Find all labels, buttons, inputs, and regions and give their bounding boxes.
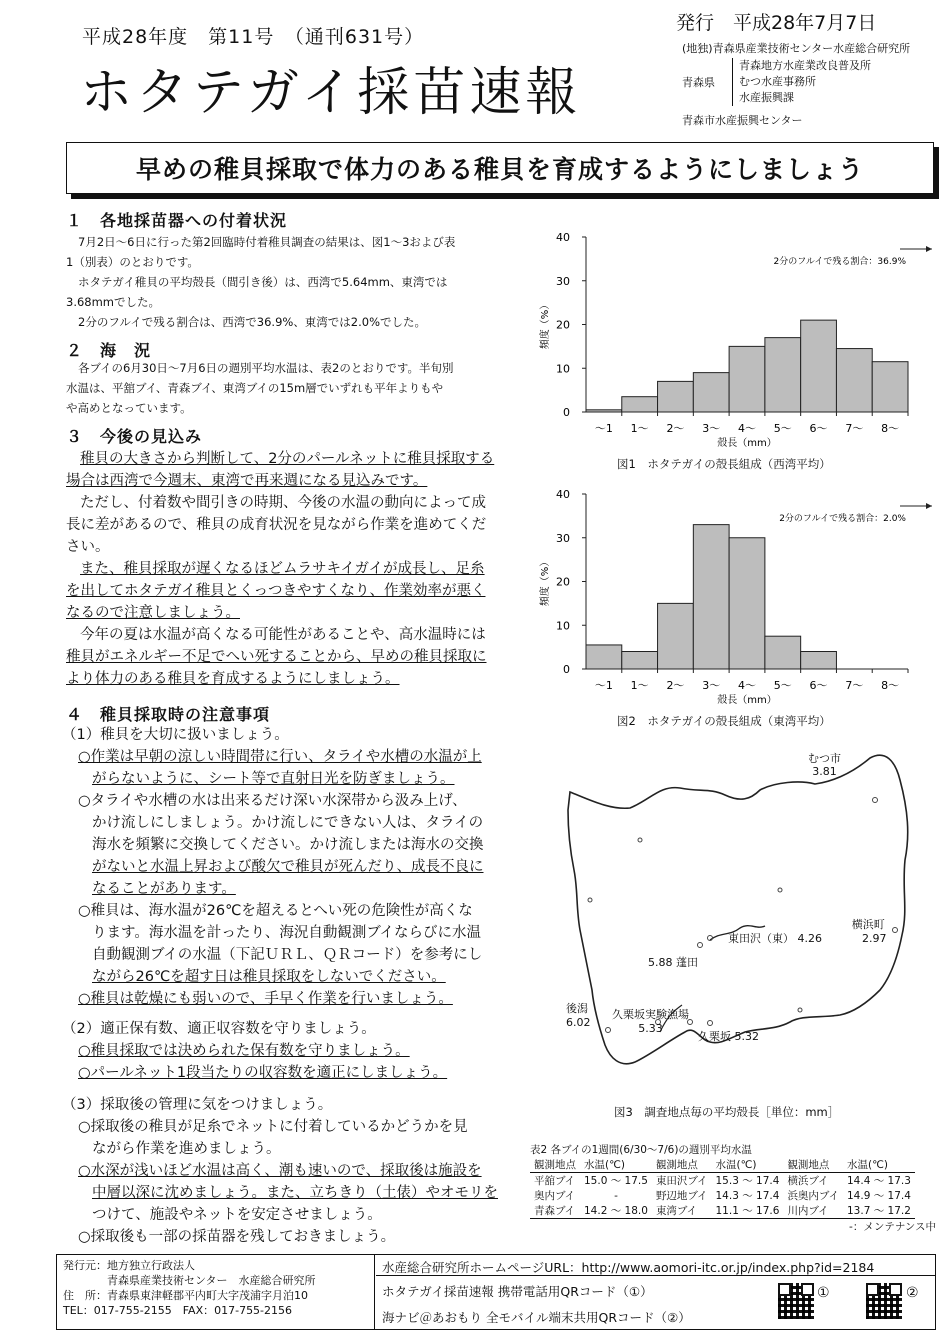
y-tick-label: 30 xyxy=(556,531,570,545)
table-header: 観測地点 xyxy=(783,1157,843,1173)
x-tick-label: 8～ xyxy=(881,422,900,435)
body-line: や高めとなっています。 xyxy=(66,401,192,415)
prefecture-label: 青森県 xyxy=(682,76,715,89)
y-axis-label: 頻度（%） xyxy=(540,556,551,607)
y-tick-label: 0 xyxy=(563,663,570,676)
map-label-higashitazawa xyxy=(728,930,822,946)
x-tick-label: 7～ xyxy=(845,422,864,435)
histogram-bar xyxy=(765,636,801,669)
x-tick-label: 3～ xyxy=(702,422,721,435)
table-row xyxy=(530,1188,915,1203)
y-tick-label: 20 xyxy=(556,575,570,589)
histogram-bar xyxy=(658,603,694,669)
publisher-city: 青森市水産振興センター xyxy=(682,114,803,127)
x-tick-label: 2～ xyxy=(666,679,685,692)
x-tick-label: 3～ xyxy=(702,679,721,692)
body-line: 稚貝がエネルギー不足でへい死することから、早めの稚貝採取に xyxy=(66,649,487,665)
histogram-bar xyxy=(765,338,801,412)
body-line: 7月2日～6日に行った第2回臨時付着稚貝調査の結果は、図1～3および表 xyxy=(78,235,456,249)
item-line: ります。海水温を計ったり、海況自動観測ブイならびに水温 xyxy=(92,925,482,941)
item-line: かけ流しにしましょう。かけ流しにできない人は、タライの xyxy=(92,815,484,831)
map-label-value: 4.26 xyxy=(797,932,822,945)
station-dot xyxy=(893,928,898,933)
table-header: 水温(℃) xyxy=(580,1157,652,1173)
issuer-phone: TEL：017-755-2155 FAX：017-755-2156 xyxy=(63,1304,293,1317)
x-tick-label: 6～ xyxy=(809,422,828,435)
table-cell: 東田沢ブイ xyxy=(655,1175,708,1187)
map-label-value: 5.33 xyxy=(638,1022,663,1035)
issuer-address: 住 所：青森県東津軽郡平内町大字茂浦字月泊10 xyxy=(63,1289,308,1302)
item-line: ながら26℃を超す日は稚貝採取をしないでください。 xyxy=(92,969,446,985)
item-line: がらないように、シート等で直射日光を防ぎましょう。 xyxy=(92,771,455,787)
map-label-kuguriizaka-farm xyxy=(612,1008,689,1036)
map-label-name: 久栗坂実験漁場 xyxy=(612,1008,689,1021)
qr2-mark: ② xyxy=(906,1285,919,1301)
subheading: （1）稚貝を大切に扱いましょう。 xyxy=(62,727,289,743)
x-tick-label: 5～ xyxy=(773,679,792,692)
prefecture-org: 水産振興課 xyxy=(739,91,794,104)
histogram-east-bay xyxy=(530,482,940,707)
item-line: ○水深が浅いほど水温は高く、潮も速いので、採取後は施設を xyxy=(78,1163,482,1179)
y-tick-label: 40 xyxy=(556,488,570,501)
table-header: 観測地点 xyxy=(530,1157,580,1173)
map-label-name: 蓬田 xyxy=(676,956,698,969)
publisher-institute: (地独)青森県産業技術センター水産総合研究所 xyxy=(682,42,911,55)
item-line: 自動観測ブイの水温（下記ＵＲＬ、ＱＲコード）を参考にし xyxy=(92,947,483,963)
mutsu-bay-map xyxy=(550,740,940,1100)
y-axis-label: 頻度（%） xyxy=(540,299,551,350)
station-dot xyxy=(778,888,782,892)
item-group xyxy=(62,746,537,1010)
table-cell: 野辺地ブイ xyxy=(655,1190,708,1202)
item-line: ○稚貝は乾燥にも弱いので、手早く作業を行いましょう。 xyxy=(78,991,453,1007)
footer-issuer xyxy=(57,1255,375,1329)
histogram-bar xyxy=(801,652,837,670)
table-cell: 13.7 ～ 17.2 xyxy=(847,1205,911,1217)
annotation-arrow-icon xyxy=(926,246,932,252)
figure-2-caption: 図2 ホタテガイの殻長組成（東湾平均） xyxy=(617,714,831,728)
prefecture-org: 青森地方水産業改良普及所 xyxy=(739,59,871,72)
figure-1-caption: 図1 ホタテガイの殻長組成（西湾平均） xyxy=(617,457,831,471)
homepage-url[interactable]: 水産総合研究所ホームページURL：http://www.aomori-itc.or.jp/index.php?id=2184 xyxy=(382,1260,875,1275)
qr2-description: 海ナビ＠あおもり 全モバイル端末共用QRコード（②） xyxy=(382,1310,691,1325)
footer-links xyxy=(376,1255,935,1329)
histogram-bar xyxy=(622,652,658,670)
map-label-kuguriizaka xyxy=(698,1028,759,1044)
station-dot xyxy=(798,1008,802,1012)
map-label-name: むつ市 xyxy=(808,752,841,765)
x-tick-label: ～1 xyxy=(594,679,613,692)
body-line: より体力のある稚貝を育成するようにしましょう。 xyxy=(66,671,400,687)
item-line: ○採取後も一部の採苗器を残しておきましょう。 xyxy=(78,1229,396,1245)
qr1-mark: ① xyxy=(817,1285,830,1301)
table-header-row xyxy=(530,1157,915,1173)
table-header: 観測地点 xyxy=(652,1157,712,1173)
body-line: 場合は西湾で今週末、東湾で再来週になる見込みです。 xyxy=(66,473,428,489)
prefecture-org: むつ水産事務所 xyxy=(739,75,816,88)
table-cell: 14.9 ～ 17.4 xyxy=(847,1190,911,1202)
station-dot xyxy=(606,1028,611,1033)
qr-code-2-icon[interactable] xyxy=(866,1283,902,1319)
prefecture-org-list xyxy=(732,58,871,106)
body-line: ホタテガイ稚貝の平均殻長（間引き後）は、西湾で5.64mm、東湾では xyxy=(78,275,448,289)
body-line: なるので注意しましょう。 xyxy=(66,605,240,621)
histogram-bar xyxy=(693,373,729,412)
item-line: ○パールネット1段当たりの収容数を適正にしましょう。 xyxy=(78,1065,448,1081)
section-3-body xyxy=(66,448,536,690)
body-line: 今年の夏は水温が高くなる可能性があることや、高水温時には xyxy=(80,627,486,643)
x-tick-label: 1～ xyxy=(630,679,649,692)
station-dot xyxy=(638,838,642,842)
map-label-ushirogata xyxy=(566,1002,591,1030)
table-cell: 14.2 ～ 18.0 xyxy=(584,1205,648,1217)
map-label-mutsu xyxy=(808,752,841,778)
headline-banner xyxy=(66,142,934,194)
map-label-value: 5.32 xyxy=(734,1030,759,1043)
item-line: ○稚貝は、海水温が26℃を超えるとへい死の危険性が高くな xyxy=(78,903,473,919)
subheading: （3）採取後の管理に気をつけましょう。 xyxy=(62,1097,333,1113)
table-header: 水温(℃) xyxy=(843,1157,915,1173)
map-label-name: 後潟 xyxy=(566,1002,588,1015)
x-tick-label: 5～ xyxy=(773,422,792,435)
map-label-name: 久栗坂 xyxy=(698,1030,731,1043)
body-line: また、稚貝採取が遅くなるほどムラサキイガイが成長し、足糸 xyxy=(80,561,485,577)
item-line: 中層以深に沈めましょう。また、立ちきり（土俵）やオモリを xyxy=(92,1185,498,1201)
table-cell: 東湾ブイ xyxy=(655,1205,697,1217)
figure-3-caption: 図3 調査地点毎の平均殻長［単位：mm］ xyxy=(614,1105,840,1119)
body-line: さい。 xyxy=(66,539,110,555)
issue-number: 平成28年度 第11号 （通刊631号） xyxy=(82,26,425,48)
body-line: ただし、付着数や間引きの時期、今後の水温の動向によって成 xyxy=(80,495,486,511)
table-cell: 14.4 ～ 17.3 xyxy=(847,1175,911,1187)
chart-west-bay xyxy=(530,225,940,454)
station-dot xyxy=(588,898,592,902)
newsletter-title: ホタテガイ採苗速報 xyxy=(80,63,582,123)
section-2-heading: ２ 海 況 xyxy=(66,341,152,360)
map-label-yokohama xyxy=(850,918,887,946)
section-4-heading: ４ 稚貝採取時の注意事項 xyxy=(66,705,271,724)
y-tick-label: 0 xyxy=(563,406,570,419)
x-tick-label: 7～ xyxy=(845,679,864,692)
body-line: を出してホタテガイ稚貝とくっつきやすくなり、作業効率が悪く xyxy=(66,583,486,599)
histogram-bar xyxy=(586,645,622,669)
sieve-annotation: 2分のフルイで残る割合：2.0% xyxy=(779,514,906,524)
qr1-description: ホタテガイ採苗速報 携帯電話用QRコード（①） xyxy=(382,1284,653,1299)
section-2-body xyxy=(66,358,536,418)
item-line: つけて、施設やネットを安定させましょう。 xyxy=(92,1207,382,1223)
station-dot xyxy=(708,1021,713,1026)
body-line: 2分のフルイで残る割合は、西湾で36.9%、東湾では2.0%でした。 xyxy=(78,315,427,329)
body-line: 水温は、平舘ブイ、青森ブイ、東湾ブイの15m層でいずれも平年よりもや xyxy=(66,381,444,395)
item-group xyxy=(62,1116,537,1248)
x-axis-label: 殻長（mm） xyxy=(717,695,777,706)
map-label-name: 横浜町 xyxy=(851,918,885,931)
x-tick-label: 6～ xyxy=(809,679,828,692)
table-cell: 青森ブイ xyxy=(534,1205,576,1217)
body-line: 3.68mmでした。 xyxy=(66,295,161,309)
table-cell: 奥内ブイ xyxy=(534,1190,576,1202)
map-label-value: 5.88 xyxy=(648,956,673,969)
body-line: 長に差があるので、稚貝の成育状況を見ながら作業を進めてくだ xyxy=(66,517,487,533)
table-2-title: 表2 各ブイの1週間(6/30～7/6)の週別平均水温 xyxy=(530,1144,752,1156)
table-cell: 15.0 ～ 17.5 xyxy=(584,1175,648,1187)
item-line: ○採取後の稚貝が足糸でネットに付着しているかどうかを見 xyxy=(78,1119,468,1135)
table-2 xyxy=(530,1142,940,1234)
chart-east-bay xyxy=(530,482,940,711)
y-tick-label: 10 xyxy=(556,362,570,376)
table-cell: 11.1 ～ 17.6 xyxy=(715,1205,780,1217)
item-line: なることがあります。 xyxy=(92,881,236,897)
station-dot xyxy=(698,943,703,948)
histogram-bar xyxy=(729,538,765,669)
issuer-label: 発行元：地方独立行政法人 xyxy=(63,1259,195,1272)
y-tick-label: 40 xyxy=(556,231,570,244)
table-cell: 平舘ブイ xyxy=(534,1175,576,1187)
footer xyxy=(56,1254,936,1330)
publish-date: 発行 平成28年7月7日 xyxy=(676,12,877,34)
table-cell: 14.3 ～ 17.4 xyxy=(715,1190,780,1202)
subheading: （2）適正保有数、適正収容数を守りましょう。 xyxy=(62,1021,376,1037)
map-label-yomogita xyxy=(648,954,698,970)
table-cell: 15.3 ～ 17.4 xyxy=(715,1175,780,1187)
map-label-value: 2.97 xyxy=(862,932,887,945)
histogram-bar xyxy=(729,346,765,412)
table-row xyxy=(530,1203,915,1219)
section-3-heading: ３ 今後の見込み xyxy=(66,427,203,446)
body-line: 稚貝の大きさから判断して、2分のパールネットに稚貝採取する xyxy=(80,451,495,467)
section-1-heading: １ 各地採苗器への付着状況 xyxy=(66,211,288,230)
item-group xyxy=(62,1040,537,1084)
table-cell: 浜奥内ブイ xyxy=(787,1190,839,1202)
issuer-org: 青森県産業技術センター 水産総合研究所 xyxy=(107,1274,316,1287)
histogram-bar xyxy=(836,349,872,412)
item-line: ○稚貝採取では決められた保有数を守りましょう。 xyxy=(78,1043,410,1059)
item-line: ○タライや水槽の水は出来るだけ深い水深帯から汲み上げ、 xyxy=(78,793,467,809)
histogram-bar xyxy=(622,397,658,412)
qr-code-1-icon[interactable] xyxy=(778,1283,814,1319)
histogram-bar xyxy=(872,362,908,412)
body-line: 1（別表）のとおりです。 xyxy=(66,255,199,269)
item-line: がないと水温上昇および酸欠で稚貝が死んだり、成長不良に xyxy=(92,859,484,875)
section-1-body xyxy=(66,232,536,332)
map-label-value: 3.81 xyxy=(812,765,837,778)
table-cell: 川内ブイ xyxy=(787,1205,829,1217)
item-line: ○作業は早朝の涼しい時間帯に行い、タライや水槽の水温が上 xyxy=(78,749,482,765)
water-temp-table xyxy=(530,1157,915,1219)
x-axis-label: 殻長（mm） xyxy=(717,438,777,449)
table-cell: - xyxy=(614,1189,618,1202)
table-row xyxy=(530,1173,915,1189)
table-2-note: -：メンテナンス中 xyxy=(849,1221,936,1233)
sieve-annotation: 2分のフルイで残る割合：36.9% xyxy=(773,257,906,267)
station-dot xyxy=(873,798,878,803)
y-tick-label: 10 xyxy=(556,619,570,633)
x-tick-label: 2～ xyxy=(666,422,685,435)
x-tick-label: 8～ xyxy=(881,679,900,692)
y-tick-label: 20 xyxy=(556,318,570,332)
table-cell: 横浜ブイ xyxy=(787,1175,829,1187)
annotation-arrow-icon xyxy=(926,503,932,509)
histogram-bar xyxy=(658,381,694,412)
map-label-name: 東田沢（東） xyxy=(728,932,794,945)
body-line: 各ブイの6月30日～7月6日の週別平均水温は、表2のとおりです。半旬別 xyxy=(78,361,454,375)
table-header: 水温(℃) xyxy=(712,1157,784,1173)
x-tick-label: ～1 xyxy=(594,422,613,435)
histogram-bar xyxy=(693,525,729,669)
map-label-value: 6.02 xyxy=(566,1016,591,1029)
x-tick-label: 4～ xyxy=(738,679,756,692)
x-tick-label: 4～ xyxy=(738,422,756,435)
section-4-body xyxy=(62,724,537,1248)
histogram-west-bay xyxy=(530,225,940,450)
y-tick-label: 30 xyxy=(556,274,570,288)
headline-text: 早めの稚貝採取で体力のある稚貝を育成するようにしましょう xyxy=(135,155,864,184)
x-tick-label: 1～ xyxy=(630,422,649,435)
item-line: 海水を頻繁に交換してください。かけ流しまたは海水の交換 xyxy=(92,837,484,853)
histogram-bar xyxy=(801,320,837,412)
item-line: ながら作業を進めましょう。 xyxy=(92,1141,281,1157)
